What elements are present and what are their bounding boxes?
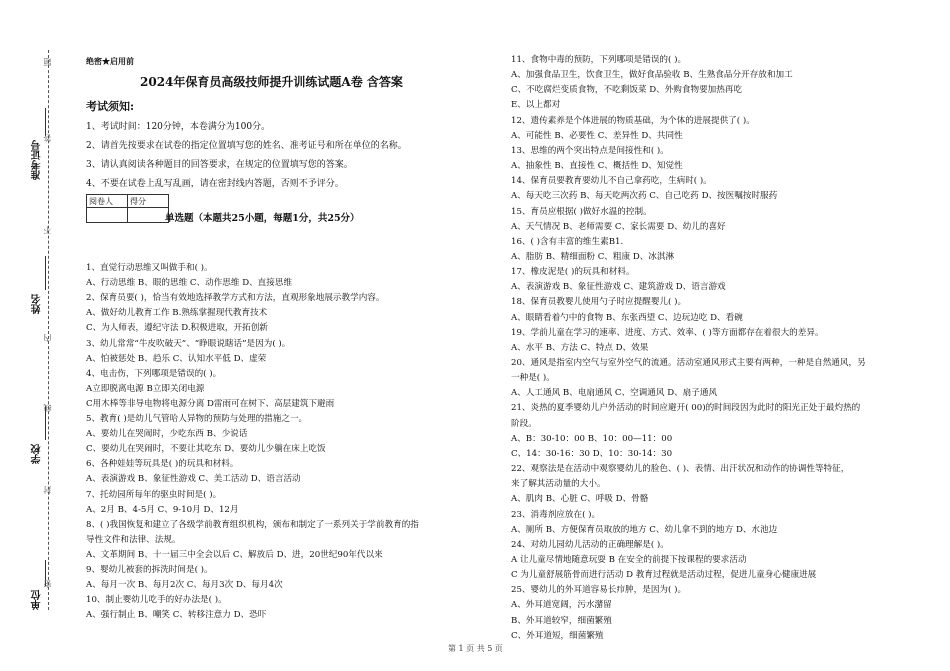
question-line: 8、( )我国恢复和建立了各级学前教育组织机构，颁布和制定了一系列关于学前教育的指 [86, 519, 419, 530]
margin-label-unit: 单位 [32, 590, 43, 610]
seal-hint: 题 [43, 58, 52, 66]
seal-hint: 密 [43, 580, 52, 588]
answer-options: A、做好幼儿教育工作 B.熟练掌握现代教育技术 [86, 308, 268, 319]
score-table-blank[interactable] [128, 208, 169, 223]
question-line: 21、炎热的夏季婴幼儿户外活动的时间应避开( 00)的时间段因为此时的阳光正处于最灼热的 [511, 403, 861, 414]
margin-label-exam-number: 准考证号 [32, 140, 43, 180]
answer-options: A、抽象性 B、直接性 C、概括性 D、知觉性 [511, 161, 683, 172]
margin-label-school: 学校 [32, 444, 43, 464]
answer-options: C用木棒等非导电物将电源分离 D雷雨可在树下、高层建筑下避雨 [86, 398, 335, 409]
notice-item: 2、请首先按要求在试卷的指定位置填写您的姓名、准考证号和所在单位的名称。 [86, 141, 407, 151]
answer-options: A、肌肉 B、心脏 C、呼吸 D、骨骼 [511, 494, 649, 505]
question-line: 12、遗传素养是个体进展的物质基础，为个体的进展提供了( )。 [511, 115, 755, 126]
answer-options: E、以上都对 [511, 100, 561, 111]
question-line: 20、通风是指室内空气与室外空气的流通。活动室通风形式主要有两种，一种是自然通风，另 [511, 358, 866, 368]
question-line: 1、直觉行动思维又叫做手和( )。 [86, 263, 213, 273]
question-line: 导性文件和法律、法规。 [86, 534, 181, 545]
answer-options: B、外耳道较窄，细菌繁殖 [511, 615, 612, 626]
answer-options: C、外耳道短，细菌繁殖 [511, 630, 604, 641]
page-title: 2024年保育员高级技师提升训练试题A卷 含答案 [140, 75, 403, 89]
answer-options: A、天气情况 B、老师需要 C、家长需要 D、幼儿的喜好 [511, 221, 726, 232]
answer-options: A、表演游戏 B、象征性游戏 C、美工活动 D、语言活动 [86, 474, 301, 485]
answer-options: A、可能性 B、必要性 C、差异性 D、共同性 [511, 130, 683, 141]
answer-options: A、人工通风 B、电扇通风 C、空调通风 D、扇子通风 [511, 388, 718, 399]
question-line: 来了解其活动量的大小。 [511, 479, 606, 490]
score-table-grader: 阅卷人 [87, 195, 128, 208]
question-line: 5、教育( )是幼儿气管哈人异物的预防与处理的措施之一。 [86, 414, 308, 424]
answer-options: A、每月一次 B、每月2次 C、每月3次 D、每月4次 [86, 580, 283, 591]
answer-options: A立即脱离电源 B立即关闭电源 [86, 383, 205, 394]
answer-options: A、外耳道宽阔，污水潴留 [511, 600, 612, 611]
answer-options: A、水平 B、方法 C、特点 D、效果 [511, 342, 649, 353]
question-line: 一种是( )。 [511, 373, 555, 384]
seal-hint: 不 [43, 226, 52, 234]
answer-options: A 让儿童尽情地随意玩耍 B 在安全的前提下按课程的要求活动 [511, 554, 747, 565]
question-line: 23、消毒剂应放在( )。 [511, 509, 601, 520]
question-line: 4、电击伤，下列哪项是错误的( )。 [86, 368, 222, 379]
question-line: 17、橡皮泥是( )的玩具和材料。 [511, 267, 635, 278]
question-line: 6、各种娃娃等玩具是( )的玩具和材料。 [86, 459, 239, 470]
question-line: 7、托幼园所每年的驱虫时间是( )。 [86, 489, 222, 500]
question-line: 13、思维的两个突出特点是间接性和( )。 [511, 145, 669, 156]
question-line: 18、保育员教婴儿使用勺子时应提醒婴儿( )。 [511, 297, 687, 308]
answer-options: A、强行制止 B、嘲笑 C、转移注意力 D、恐吓 [86, 610, 267, 621]
answer-options: A、表演游戏 B、象征性游戏 C、建筑游戏 D、语言游戏 [511, 282, 726, 293]
question-line: 9、婴幼儿被套的拆洗时间是( )。 [86, 565, 213, 575]
answer-options: A、脂肪 B、精细面粉 C、粗康 D、冰淇淋 [511, 251, 675, 262]
answer-options: A、B：30-10：00 B、10：00—11：00 [511, 433, 673, 444]
answer-options: A、厕所 B、方便保育员取放的地方 C、幼儿拿不到的地方 D、水池边 [511, 524, 778, 535]
answer-options: C、14：30-16：30 D、10：30-14：30 [511, 448, 673, 459]
page-footer: 第 1 页 共 5 页 [448, 644, 503, 653]
notice-item: 1、考试时间：120分钟，本卷满分为100分。 [86, 122, 271, 132]
answer-options: A、怕被惩处 B、趋乐 C、认知水平低 D、虚荣 [86, 353, 267, 364]
seal-hint: 内 [43, 334, 52, 342]
question-line: 阶段。 [511, 418, 537, 429]
score-table-score: 得分 [128, 195, 169, 208]
notice-item: 4、不要在试卷上乱写乱画，请在密封线内答题，否则不予评分。 [86, 179, 344, 189]
question-line: 3、幼儿常常“牛皮吹破天”、“睁眼说瞎话”是因为( )。 [86, 338, 291, 349]
score-table-blank[interactable] [87, 208, 128, 223]
question-line: 16、( )含有丰富的维生素B1. [511, 236, 624, 247]
answer-options: C、不吃腐烂变质食物，不吃剩饭菜 D、外购食物要加热再吃 [511, 85, 743, 96]
seal-hint: 答 [43, 134, 52, 142]
section-heading: 单选题（本题共25小题，每题1分，共25分） [165, 213, 360, 224]
question-line: 14、保育员要教育要幼儿不自己拿药吃，生病时( )。 [511, 176, 712, 187]
fill-line [45, 108, 46, 136]
notice-title: 考试须知: [86, 100, 135, 113]
answer-options: A、加强食品卫生，饮食卫生，做好食品验收 B、生熟食品分开存放和加工 [511, 70, 793, 81]
score-table [86, 194, 169, 223]
answer-options: A、2月 B、4-5月 C、9-10月 D、12月 [86, 504, 239, 515]
answer-options: A、文革期间 B、十一届三中全会以后 C、解放后 D、进，20世纪90年代以来 [86, 549, 383, 560]
answer-options: C 为儿童舒展筋骨而进行活动 D 教育过程就是活动过程，促进儿童身心健康进展 [511, 570, 817, 581]
question-line: 25、婴幼儿的外耳道容易长疖肿，是因为( )。 [511, 585, 687, 596]
question-line: 15、育员应根据( )做好水温的控制。 [511, 206, 652, 217]
question-line: 22、观察法是在活动中观察婴幼儿的脸色、( )、表情、出汗状况和动作的协调性等特征， [511, 464, 850, 475]
question-line: 10、制止婴幼儿吃手的好办法是( )。 [86, 595, 227, 606]
notice-item: 3、请认真阅读各种题目的回答要求，在规定的位置填写您的答案。 [86, 160, 353, 170]
question-line: 19、学前儿童在学习的速率、进度、方式、效率、( )等方面都存在着很大的差异。 [511, 327, 824, 338]
answer-options: A、眼睛看着勺中的食物 B、东张西望 C、边玩边吃 D、看碗 [511, 312, 743, 323]
fill-line [45, 256, 46, 290]
answer-options: A、行动思维 B、眼的思维 C、动作思维 D、直接思维 [86, 278, 293, 289]
question-line: 2、保育员要( )，恰当有效地选择教学方式和方法，直观形象地展示教学内容。 [86, 293, 385, 304]
answer-options: C、要幼儿在哭闹时，不要让其吃东 D、要幼儿少躺在床上吃饭 [86, 444, 326, 455]
secret-mark: 绝密★启用前 [86, 56, 134, 66]
seal-hint: 线 [43, 404, 52, 412]
answer-options: A、要幼儿在哭闹时，少吃东西 B、少说话 [86, 429, 248, 440]
margin-label-name: 姓名 [32, 294, 43, 314]
answer-options: A、每天吃三次药 B、每天吃两次药 C、自己吃药 D、按医嘱按时服药 [511, 191, 778, 202]
question-line: 11、食物中毒的预防，下列哪项是错误的( )。 [511, 55, 687, 65]
question-line: 24、对幼儿园幼儿活动的正确理解是( )。 [511, 539, 669, 550]
answer-options: C、为人师表，遵纪守法 D.积极进取，开拓创新 [86, 323, 268, 334]
seal-hint: 封 [43, 486, 52, 494]
